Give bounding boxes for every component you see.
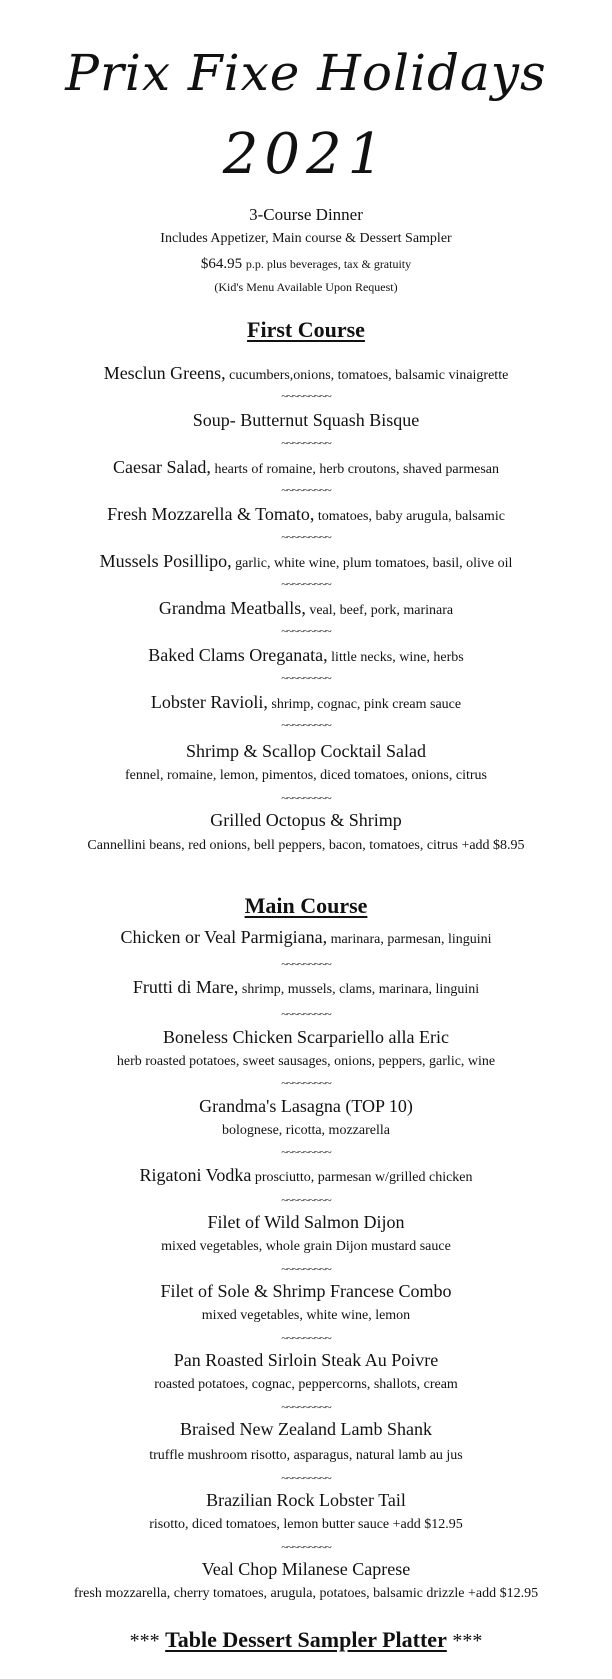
- separator: ~~~~~~~~~: [281, 1331, 331, 1345]
- dish-desc: roasted potatoes, cognac, peppercorns, shallots, cream: [154, 1377, 458, 1392]
- dish-name: Baked Clams Oreganata,: [148, 645, 328, 665]
- main-course-item: [0, 926, 612, 951]
- first-course-item: [0, 644, 612, 669]
- dish-name: Grandma Meatballs,: [158, 598, 306, 618]
- first-course-heading: First Course: [247, 317, 365, 342]
- separator: ~~~~~~~~~: [281, 1262, 331, 1276]
- first-course-item: [0, 456, 612, 481]
- kids-menu-note: (Kid's Menu Available Upon Request): [214, 280, 398, 294]
- main-course-item: [0, 1164, 612, 1189]
- dish-desc: bolognese, ricotta, mozzarella: [222, 1123, 390, 1138]
- includes-text: Includes Appetizer, Main course & Dessert Sampler: [160, 231, 452, 246]
- separator: ~~~~~~~~~: [281, 577, 331, 591]
- dish-name: Mussels Posillipo,: [99, 551, 232, 571]
- main-course-item: [0, 976, 612, 1001]
- separator: ~~~~~~~~~: [281, 436, 331, 450]
- first-course-item: [0, 550, 612, 575]
- main-course-heading: Main Course: [244, 893, 368, 918]
- dish-name: Caesar Salad,: [112, 457, 211, 477]
- dish-desc: Cannellini beans, red onions, bell peppers, bacon, tomatoes, citrus +add $8.95: [87, 838, 525, 853]
- dessert-heading: [0, 1626, 612, 1655]
- dish-desc: veal, beef, pork, marinara: [305, 603, 454, 618]
- dish-desc: truffle mushroom risotto, asparagus, natural lamb au jus: [149, 1448, 463, 1463]
- main-course-item: Grandma's Lasagna (TOP 10): [199, 1096, 413, 1116]
- dish-name: Rigatoni Vodka: [139, 1165, 252, 1185]
- dessert-title: Table Dessert Sampler Platter: [165, 1627, 447, 1652]
- dish-name: Frutti di Mare,: [132, 977, 239, 997]
- stars-left: ***: [129, 1630, 160, 1652]
- dish-desc: fennel, romaine, lemon, pimentos, diced tomatoes, onions, citrus: [125, 768, 487, 783]
- dish-desc: shrimp, cognac, pink cream sauce: [267, 697, 462, 712]
- price-note: p.p. plus beverages, tax & gratuity: [245, 257, 412, 271]
- price: $64.95: [200, 256, 243, 272]
- separator: ~~~~~~~~~: [281, 1145, 331, 1159]
- dish-name: Chicken or Veal Parmigiana,: [120, 927, 328, 947]
- separator: ~~~~~~~~~: [281, 1540, 331, 1554]
- separator: ~~~~~~~~~: [281, 671, 331, 685]
- main-course-item: Veal Chop Milanese Caprese: [201, 1559, 411, 1579]
- price-line: [0, 254, 612, 274]
- separator: ~~~~~~~~~: [281, 530, 331, 544]
- separator: ~~~~~~~~~: [281, 1193, 331, 1207]
- dish-desc: marinara, parmesan, linguini: [327, 932, 492, 947]
- separator: ~~~~~~~~~: [281, 718, 331, 732]
- main-course-item: Boneless Chicken Scarpariello alla Eric: [163, 1027, 449, 1047]
- dish-desc: garlic, white wine, plum tomatoes, basil, olive oil: [231, 556, 513, 571]
- separator: ~~~~~~~~~: [281, 389, 331, 403]
- separator: ~~~~~~~~~: [281, 624, 331, 638]
- first-course-item: [0, 503, 612, 528]
- separator: ~~~~~~~~~: [281, 1007, 331, 1021]
- first-course-item: [0, 409, 612, 431]
- dish-desc: cucumbers,onions, tomatoes, balsamic vinaigrette: [225, 368, 509, 383]
- main-course-item: Pan Roasted Sirloin Steak Au Poivre: [173, 1350, 439, 1370]
- dish-desc: herb roasted potatoes, sweet sausages, onions, peppers, garlic, wine: [116, 1054, 496, 1069]
- separator: ~~~~~~~~~: [281, 1471, 331, 1485]
- first-course-item: Grilled Octopus & Shrimp: [210, 810, 402, 830]
- main-course-item: Braised New Zealand Lamb Shank: [180, 1419, 432, 1439]
- main-course-item: Filet of Sole & Shrimp Francese Combo: [160, 1281, 452, 1301]
- separator: ~~~~~~~~~: [281, 1400, 331, 1414]
- separator: ~~~~~~~~~: [281, 1076, 331, 1090]
- dish-name: Lobster Ravioli,: [150, 692, 268, 712]
- dish-desc: hearts of romaine, herb croutons, shaved parmesan: [210, 462, 500, 477]
- separator: ~~~~~~~~~: [281, 957, 331, 971]
- dish-name: Mesclun Greens,: [103, 363, 226, 383]
- dish-desc: tomatoes, baby arugula, balsamic: [314, 509, 505, 524]
- dish-desc: mixed vegetables, white wine, lemon: [201, 1308, 411, 1323]
- dish-desc: shrimp, mussels, clams, marinara, linguini: [238, 982, 480, 997]
- dish-desc: prosciutto, parmesan w/grilled chicken: [251, 1170, 473, 1185]
- dish-desc: mixed vegetables, whole grain Dijon mustard sauce: [161, 1239, 451, 1254]
- first-course-item: [0, 362, 612, 387]
- dinner-subtitle: 3-Course Dinner: [249, 205, 363, 224]
- separator: ~~~~~~~~~: [281, 483, 331, 497]
- stars-right: ***: [452, 1630, 483, 1652]
- menu-year: 2021: [222, 122, 390, 187]
- main-course-item: Filet of Wild Salmon Dijon: [207, 1212, 405, 1232]
- first-course-item: [0, 691, 612, 716]
- dish-name: Fresh Mozzarella & Tomato,: [107, 504, 315, 524]
- dish-name: Soup- Butternut Squash Bisque: [192, 410, 420, 430]
- dish-desc: little necks, wine, herbs: [327, 650, 464, 665]
- menu-title: Prix Fixe Holidays: [65, 44, 547, 102]
- dish-desc: risotto, diced tomatoes, lemon butter sauce +add $12.95: [149, 1517, 463, 1532]
- first-course-item: [0, 597, 612, 622]
- separator: ~~~~~~~~~: [281, 791, 331, 805]
- dish-desc: fresh mozzarella, cherry tomatoes, arugula, potatoes, balsamic drizzle +add $12.95: [73, 1586, 539, 1601]
- first-course-item: Shrimp & Scallop Cocktail Salad: [186, 741, 426, 761]
- main-course-item: Brazilian Rock Lobster Tail: [206, 1490, 406, 1510]
